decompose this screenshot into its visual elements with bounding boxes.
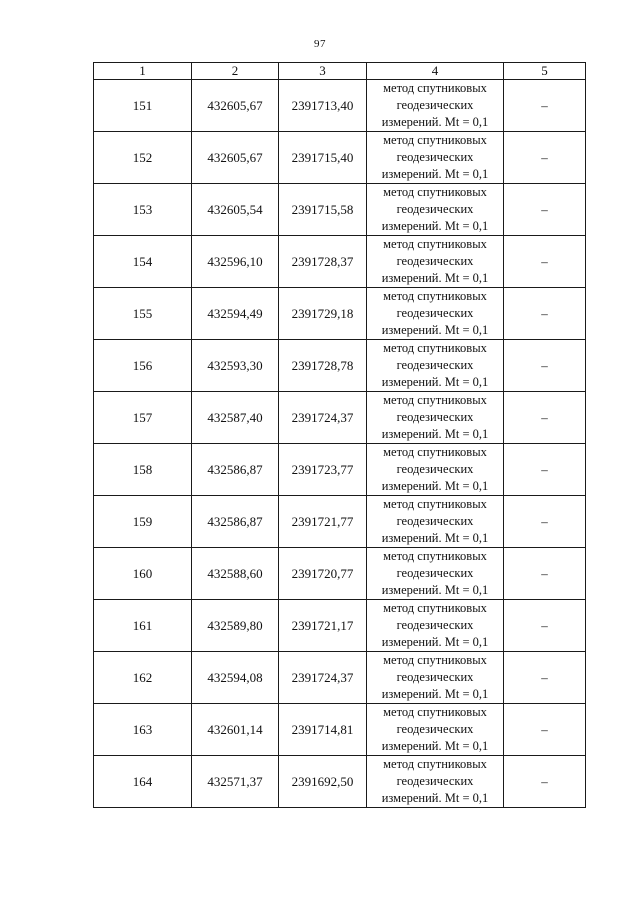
method-line-3: измерений. Mt = 0,1 [381, 271, 489, 285]
note-cell: – [504, 496, 586, 548]
table-row [94, 600, 586, 652]
point-number-cell: 162 [94, 652, 192, 704]
method-line-2: геодезических [396, 462, 474, 476]
method-line-3: измерений. Mt = 0,1 [381, 791, 489, 805]
method-line-3: измерений. Mt = 0,1 [381, 219, 489, 233]
y-coordinate-cell: 2391713,40 [279, 80, 367, 132]
method-line-1: метод спутниковых [383, 393, 487, 407]
method-line-2: геодезических [396, 150, 474, 164]
point-number-cell: 157 [94, 392, 192, 444]
method-line-1: метод спутниковых [383, 185, 487, 199]
method-line-1: метод спутниковых [383, 757, 487, 771]
table-row [94, 236, 586, 288]
table-row [94, 756, 586, 808]
method-line-1: метод спутниковых [383, 705, 487, 719]
method-cell [367, 444, 504, 496]
point-number-cell: 159 [94, 496, 192, 548]
method-line-3: измерений. Mt = 0,1 [381, 427, 489, 441]
method-cell [367, 184, 504, 236]
method-line-1: метод спутниковых [383, 289, 487, 303]
x-coordinate-cell: 432588,60 [192, 548, 279, 600]
method-line-2: геодезических [396, 98, 474, 112]
y-coordinate-cell: 2391721,17 [279, 600, 367, 652]
method-line-3: измерений. Mt = 0,1 [381, 115, 489, 129]
y-coordinate-cell: 2391729,18 [279, 288, 367, 340]
table-row [94, 652, 586, 704]
y-coordinate-cell: 2391728,37 [279, 236, 367, 288]
point-number-cell: 163 [94, 704, 192, 756]
method-line-2: геодезических [396, 722, 474, 736]
table-row [94, 444, 586, 496]
method-line-3: измерений. Mt = 0,1 [381, 375, 489, 389]
table-row [94, 288, 586, 340]
x-coordinate-cell: 432586,87 [192, 444, 279, 496]
table-row [94, 704, 586, 756]
column-header-3: 3 [279, 63, 367, 80]
method-line-2: геодезических [396, 774, 474, 788]
method-cell [367, 288, 504, 340]
table-row [94, 496, 586, 548]
coordinates-table [93, 62, 586, 808]
y-coordinate-cell: 2391721,77 [279, 496, 367, 548]
note-cell: – [504, 704, 586, 756]
table-row [94, 548, 586, 600]
note-cell: – [504, 652, 586, 704]
method-line-2: геодезических [396, 202, 474, 216]
method-line-1: метод спутниковых [383, 341, 487, 355]
note-cell: – [504, 184, 586, 236]
y-coordinate-cell: 2391724,37 [279, 652, 367, 704]
method-line-3: измерений. Mt = 0,1 [381, 531, 489, 545]
method-cell [367, 80, 504, 132]
method-line-3: измерений. Mt = 0,1 [381, 635, 489, 649]
method-line-2: геодезических [396, 254, 474, 268]
table-body [94, 80, 586, 808]
note-cell: – [504, 444, 586, 496]
x-coordinate-cell: 432587,40 [192, 392, 279, 444]
x-coordinate-cell: 432605,67 [192, 80, 279, 132]
note-cell: – [504, 236, 586, 288]
method-line-2: геодезических [396, 306, 474, 320]
note-cell: – [504, 132, 586, 184]
table-row [94, 184, 586, 236]
method-line-2: геодезических [396, 358, 474, 372]
column-header-5: 5 [504, 63, 586, 80]
note-cell: – [504, 288, 586, 340]
y-coordinate-cell: 2391728,78 [279, 340, 367, 392]
point-number-cell: 153 [94, 184, 192, 236]
y-coordinate-cell: 2391723,77 [279, 444, 367, 496]
method-line-2: геодезических [396, 566, 474, 580]
method-line-1: метод спутниковых [383, 445, 487, 459]
x-coordinate-cell: 432593,30 [192, 340, 279, 392]
method-cell [367, 548, 504, 600]
header-row [94, 63, 586, 80]
method-line-1: метод спутниковых [383, 601, 487, 615]
table-header [94, 63, 586, 80]
method-line-1: метод спутниковых [383, 497, 487, 511]
method-line-3: измерений. Mt = 0,1 [381, 167, 489, 181]
note-cell: – [504, 548, 586, 600]
point-number-cell: 156 [94, 340, 192, 392]
method-line-3: измерений. Mt = 0,1 [381, 479, 489, 493]
method-line-1: метод спутниковых [383, 133, 487, 147]
x-coordinate-cell: 432586,87 [192, 496, 279, 548]
x-coordinate-cell: 432601,14 [192, 704, 279, 756]
x-coordinate-cell: 432596,10 [192, 236, 279, 288]
method-line-2: геодезических [396, 670, 474, 684]
y-coordinate-cell: 2391715,40 [279, 132, 367, 184]
method-cell [367, 756, 504, 808]
point-number-cell: 158 [94, 444, 192, 496]
method-line-2: геодезических [396, 410, 474, 424]
method-line-1: метод спутниковых [383, 237, 487, 251]
method-cell [367, 600, 504, 652]
point-number-cell: 152 [94, 132, 192, 184]
x-coordinate-cell: 432571,37 [192, 756, 279, 808]
note-cell: – [504, 392, 586, 444]
table-row [94, 340, 586, 392]
column-header-1: 1 [94, 63, 192, 80]
x-coordinate-cell: 432589,80 [192, 600, 279, 652]
table-row [94, 132, 586, 184]
x-coordinate-cell: 432594,08 [192, 652, 279, 704]
method-line-1: метод спутниковых [383, 653, 487, 667]
point-number-cell: 164 [94, 756, 192, 808]
method-line-1: метод спутниковых [383, 549, 487, 563]
method-line-3: измерений. Mt = 0,1 [381, 739, 489, 753]
y-coordinate-cell: 2391714,81 [279, 704, 367, 756]
method-cell [367, 132, 504, 184]
method-cell [367, 704, 504, 756]
note-cell: – [504, 756, 586, 808]
method-cell [367, 236, 504, 288]
y-coordinate-cell: 2391715,58 [279, 184, 367, 236]
method-cell [367, 392, 504, 444]
method-cell [367, 340, 504, 392]
column-header-2: 2 [192, 63, 279, 80]
x-coordinate-cell: 432605,54 [192, 184, 279, 236]
method-line-3: измерений. Mt = 0,1 [381, 687, 489, 701]
method-line-1: метод спутниковых [383, 81, 487, 95]
point-number-cell: 160 [94, 548, 192, 600]
y-coordinate-cell: 2391720,77 [279, 548, 367, 600]
table-row [94, 392, 586, 444]
point-number-cell: 154 [94, 236, 192, 288]
column-header-4: 4 [367, 63, 504, 80]
method-line-3: измерений. Mt = 0,1 [381, 323, 489, 337]
method-cell [367, 652, 504, 704]
method-line-2: геодезических [396, 618, 474, 632]
note-cell: – [504, 340, 586, 392]
note-cell: – [504, 80, 586, 132]
page-number: 97 [314, 38, 326, 50]
x-coordinate-cell: 432594,49 [192, 288, 279, 340]
note-cell: – [504, 600, 586, 652]
point-number-cell: 151 [94, 80, 192, 132]
y-coordinate-cell: 2391724,37 [279, 392, 367, 444]
table-row [94, 80, 586, 132]
point-number-cell: 161 [94, 600, 192, 652]
x-coordinate-cell: 432605,67 [192, 132, 279, 184]
method-line-2: геодезических [396, 514, 474, 528]
method-line-3: измерений. Mt = 0,1 [381, 583, 489, 597]
point-number-cell: 155 [94, 288, 192, 340]
y-coordinate-cell: 2391692,50 [279, 756, 367, 808]
method-cell [367, 496, 504, 548]
